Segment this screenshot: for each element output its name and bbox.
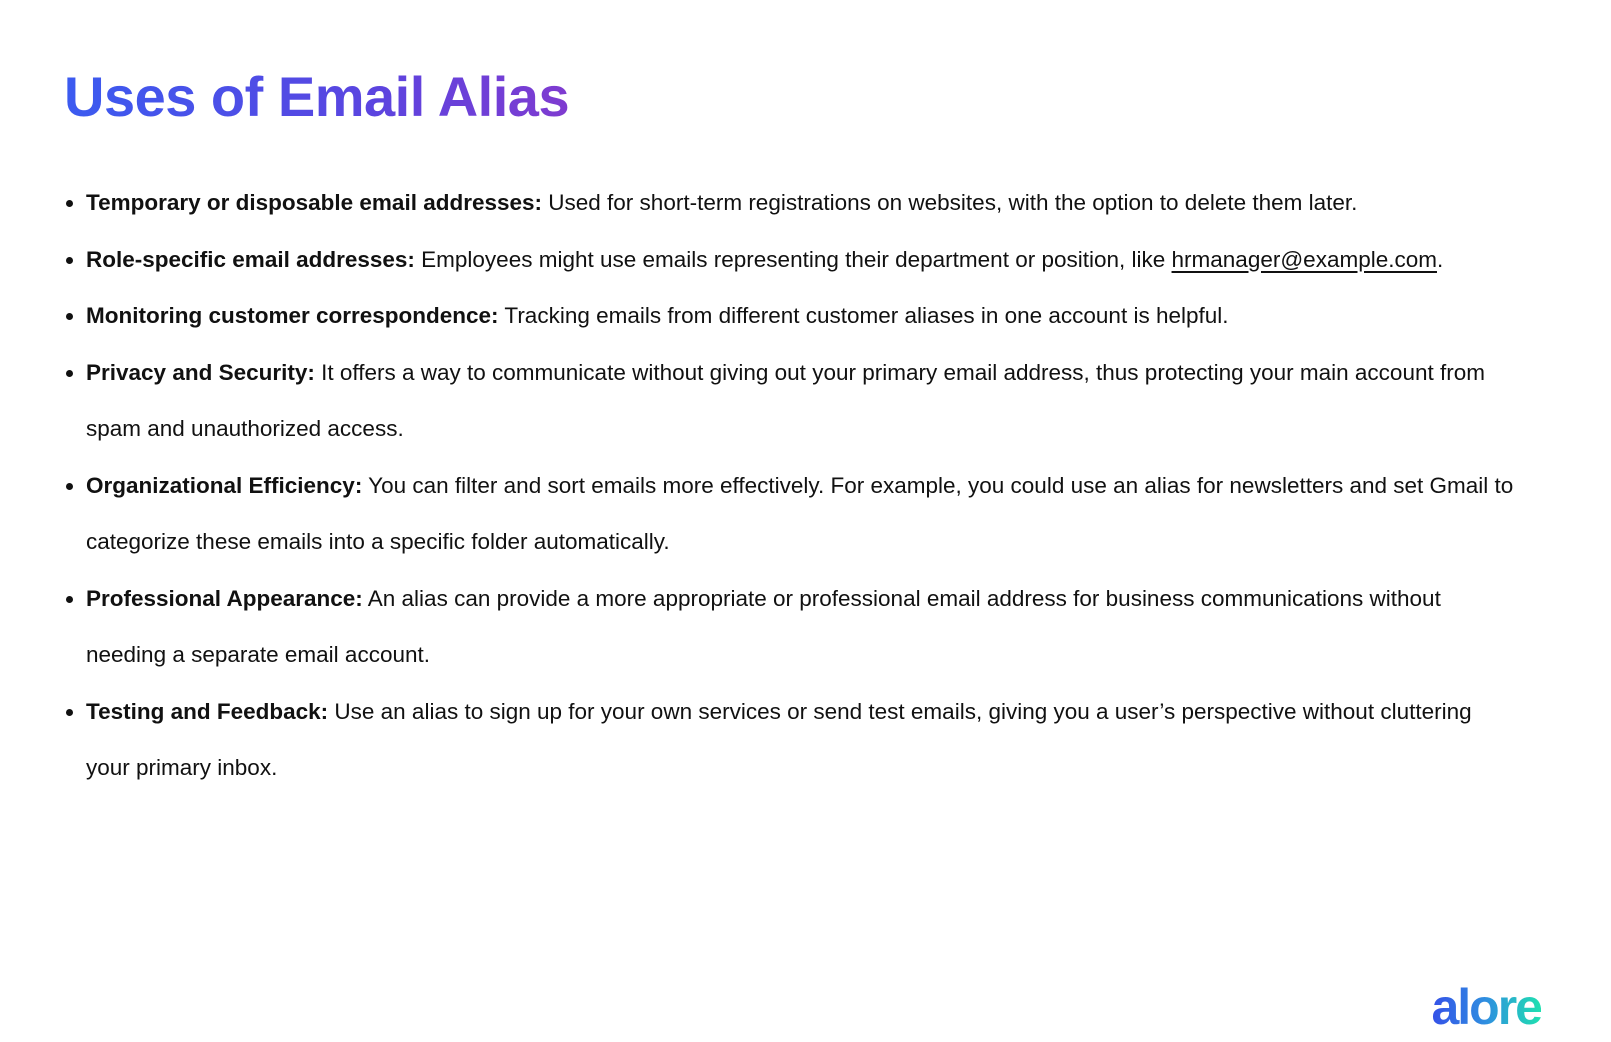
page-title: Uses of Email Alias: [64, 65, 570, 128]
item-text: It offers a way to communicate without giving out your primary email address, thus protecting your main account from spam and unauthorized access.: [86, 359, 1485, 441]
item-text: You can filter and sort emails more effectively. For example, you could use an alias for newsletters and set Gmail to categorize these emails into a specific folder automatically.: [86, 472, 1514, 554]
list-item: [86, 571, 1516, 684]
item-term: Temporary or disposable email addresses:: [86, 190, 543, 215]
alore-logo: alore: [1431, 979, 1541, 1035]
list-item: [86, 345, 1516, 458]
item-term: Monitoring customer correspondence:: [86, 303, 499, 328]
item-text: Used for short-term registrations on websites, with the option to delete them later.: [542, 190, 1358, 215]
item-term: Professional Appearance:: [86, 585, 363, 611]
item-term: Testing and Feedback:: [86, 698, 329, 724]
list-item: [86, 458, 1516, 571]
email-link[interactable]: hrmanager@example.com: [1171, 246, 1437, 272]
list-item: [86, 684, 1516, 797]
item-text-end: .: [1436, 246, 1444, 272]
item-term: Role-specific email addresses:: [86, 246, 415, 272]
item-term: Organizational Efficiency:: [86, 472, 363, 498]
item-text: Tracking emails from different customer aliases in one account is helpful.: [498, 303, 1229, 328]
list-item: [86, 232, 1516, 289]
list-item: [86, 288, 1516, 345]
item-text: Use an alias to sign up for your own services or send test emails, giving you a user’s perspective without cluttering your primary inbox.: [86, 698, 1472, 780]
item-text: Employees might use emails representing their department or position, like: [414, 246, 1172, 272]
list-item: [86, 175, 1516, 232]
uses-list: [64, 175, 1516, 797]
item-text: An alias can provide a more appropriate or professional email address for business communications without needing a separate email account.: [86, 585, 1441, 667]
item-term: Privacy and Security:: [86, 359, 315, 385]
